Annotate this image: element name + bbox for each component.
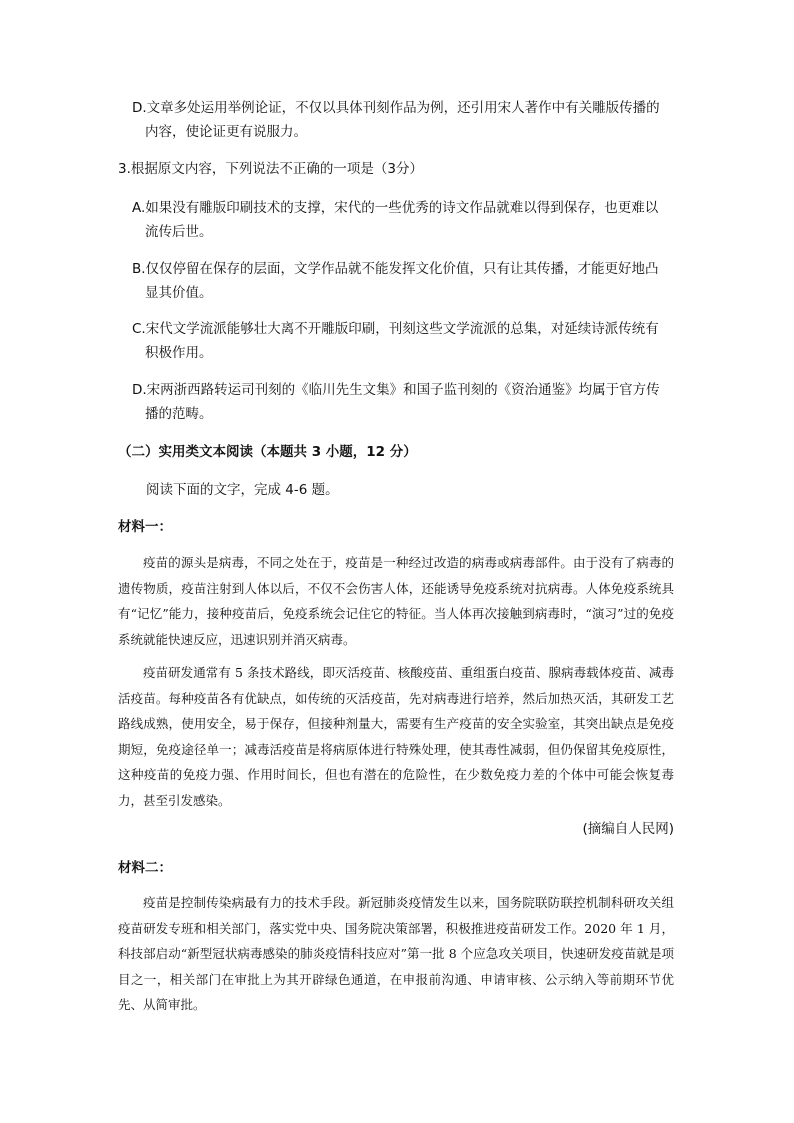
material-1-paragraph: 疫苗研发通常有 5 条技术路线，即灭活疫苗、核酸疫苗、重组蛋白疫苗、腺病毒载体疫苗、减毒活疫苗。每种疫苗各有优缺点，如传统的灭活疫苗，先对病毒进行培养，然后加热灭活，其研发工艺路线成熟，使用安全，易于保存，但接种剂量大，需要有生产疫苗的安全实验室，其突出缺点是免疫期短，免疫途径单一；减毒活疫苗是将病原体进行特殊处理，使其毒性减弱，但仍保留其免疫原性，这种疫苗的免疫力强、作用时间长，但也有潜在的危险性，在少数免疫力差的个体中可能会恢复毒力，甚至引发感染。	[118, 665, 674, 808]
question-3-option-b	[132, 257, 682, 305]
option-line-continuation: 流传后世。	[145, 224, 213, 240]
question-3-stem: 3.根据原文内容，下列说法不正确的一项是（3分）	[118, 161, 423, 177]
option-line-continuation: 内容，使论证更有说服力。	[145, 124, 307, 140]
option-line: D.宋两浙西路转运司刊刻的《临川先生文集》和国子监刊刻的《资治通鉴》均属于官方传	[132, 382, 660, 398]
option-line: D.文章多处运用举例论证，不仅以具体刊刻作品为例，还引用宋人著作中有关雕版传播的	[132, 100, 660, 116]
option-line-continuation: 显其价值。	[145, 285, 213, 301]
question-3-option-d	[132, 378, 682, 426]
question-3-option-a	[132, 196, 682, 244]
material-1-paragraph: 疫苗的源头是病毒，不同之处在于，疫苗是一种经过改造的病毒或病毒部件。由于没有了病毒的遗传物质，疫苗注射到人体以后，不仅不会伤害人体，还能诱导免疫系统对抗病毒。人体免疫系统具有“记忆”能力，接种疫苗后，免疫系统会记住它的特征。当人体再次接触到病毒时，“演习”过的免疫系统就能快速反应，迅速识别并消灭病毒。	[118, 555, 674, 647]
option-line-continuation: 积极作用。	[145, 345, 213, 361]
material-2-paragraph: 疫苗是控制传染病最有力的技术手段。新冠肺炎疫情发生以来，国务院联防联控机制科研攻关组疫苗研发专班和相关部门，落实党中央、国务院决策部署，积极推进疫苗研发工作。2020 年 1 月，科技部启动“新型冠状病毒感染的肺炎疫情科技应对”第一批 8 个应急攻关项目，快速研发疫苗就是项目之一，相关部门在审批上为其开辟绿色通道，在申报前沟通、申请审核、公示纳入等前期环节优先、从简审批。	[118, 895, 674, 1012]
option-line: A.如果没有雕版印刷技术的支撑，宋代的一些优秀的诗文作品就难以得到保存，也更难以	[132, 200, 659, 216]
material-2-label: 材料二：	[118, 860, 172, 876]
option-line: C.宋代文学流派能够壮大离不开雕版印刷，刊刻这些文学流派的总集，对延续诗派传统有	[132, 321, 659, 337]
option-d-previous-question	[132, 96, 682, 144]
section-heading: （二）实用类文本阅读（本题共 3 小题，12 分）	[118, 444, 417, 460]
question-3-option-c	[132, 317, 682, 365]
material-1-label: 材料一：	[118, 519, 172, 535]
option-line: B.仅仅停留在保存的层面，文学作品就不能发挥文化价值，只有让其传播，才能更好地凸	[132, 261, 659, 277]
option-line-continuation: 播的范畴。	[145, 406, 213, 422]
material-1-source: (摘编自人民网)	[582, 821, 674, 837]
section-instruction: 阅读下面的文字，完成 4-6 题。	[146, 482, 339, 498]
